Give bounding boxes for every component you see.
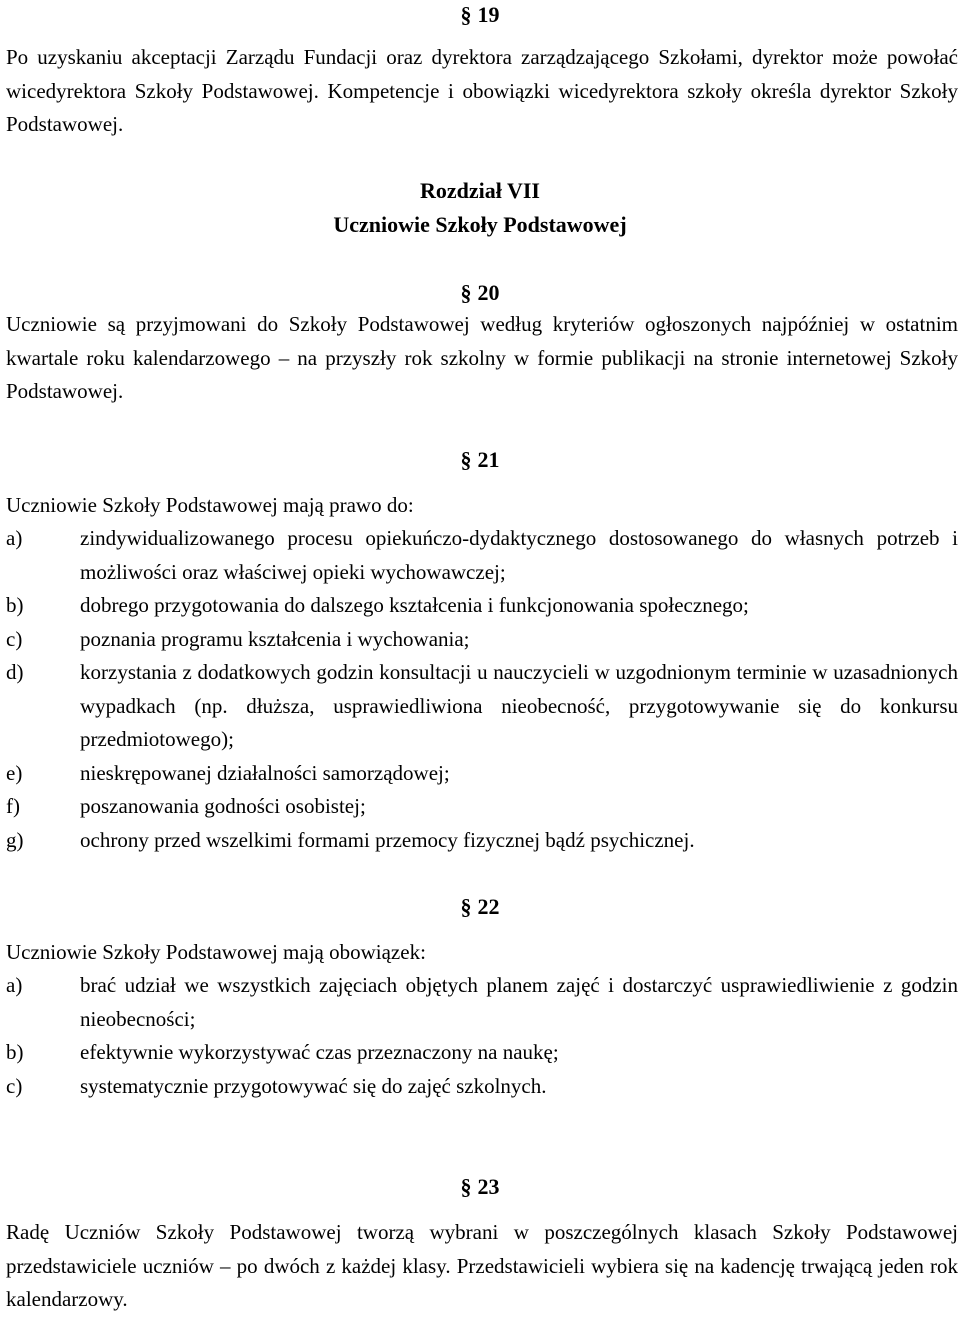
list-item-text: dobrego przygotowania do dalszego kształcenia i funkcjonowania społecznego; — [80, 593, 749, 617]
section-22-list — [6, 969, 958, 1103]
section-number: 23 — [477, 1174, 500, 1199]
list-item — [6, 623, 958, 657]
list-item — [6, 969, 958, 1036]
section-19-text: Po uzyskaniu akceptacji Zarządu Fundacji oraz dyrektora zarządzającego Szkołami, dyrektor może powołać wicedyrektora Szkoły Podstawowej. Kompetencje i obowiązki wicedyrektora szkoły określa dyrektor Szkoły Podstawowej. — [6, 45, 958, 136]
list-marker: b) — [6, 593, 24, 617]
section-23-text: Radę Uczniów Szkoły Podstawowej tworzą wybrani w poszczególnych klasach Szkoły Podstawowej przedstawiciele uczniów – po dwóch z każdej klasy. Przedstawicieli wybiera się na kadencję trwającą jeden rok kalendarzowy. — [6, 1220, 958, 1311]
section-heading-19 — [0, 0, 960, 30]
list-item-text: zindywidualizowanego procesu opiekuńczo-dydaktycznego dostosowanego do własnych potrzeb i możliwości oraz właściwej opieki wychowawczej; — [80, 526, 958, 584]
list-item-text: efektywnie wykorzystywać czas przeznaczony na naukę; — [80, 1040, 559, 1064]
list-marker: e) — [6, 760, 23, 785]
list-item-text: poznania programu kształcenia i wychowania; — [80, 626, 470, 651]
list-marker: g) — [6, 827, 24, 852]
list-marker: b) — [6, 1040, 24, 1064]
list-item-text: korzystania z dodatkowych godzin konsultacji u nauczycieli w uzgodnionym terminie w uzasadnionych wypadkach (np. dłuższa, usprawiedliwiona nieobecność, przygotowywanie się do konkursu przedmiotowego); — [80, 660, 958, 751]
section-number: 22 — [477, 894, 500, 919]
list-marker: d) — [6, 660, 24, 684]
section-21-list — [6, 522, 958, 857]
list-marker: a) — [6, 973, 23, 997]
section-number: 21 — [477, 447, 500, 472]
list-item — [6, 1036, 958, 1070]
section-20-text: Uczniowie są przyjmowani do Szkoły Podstawowej według kryteriów ogłoszonych najpóźniej w ostatnim kwartale roku kalendarzowego – na przyszły rok szkolny w formie publikacji na stronie internetowej Szkoły Podstawowej. — [6, 312, 958, 403]
section-heading-20 — [0, 278, 960, 308]
section-22-intro: Uczniowie Szkoły Podstawowej mają obowiązek: — [6, 940, 426, 964]
section-number: 19 — [477, 2, 500, 27]
section-symbol: § — [460, 894, 472, 919]
section-heading-23 — [0, 1172, 960, 1202]
list-item-text: ochrony przed wszelkimi formami przemocy fizycznej bądź psychicznej. — [80, 827, 695, 852]
list-item — [6, 757, 958, 791]
section-heading-22 — [0, 892, 960, 922]
list-marker: c) — [6, 626, 23, 651]
list-marker: c) — [6, 1073, 23, 1098]
section-symbol: § — [460, 2, 472, 27]
chapter-number: Rozdział VII — [420, 178, 540, 203]
list-item — [6, 656, 958, 757]
list-item — [6, 589, 958, 623]
list-item-text: systematycznie przygotowywać się do zajęć szkolnych. — [80, 1073, 547, 1098]
section-symbol: § — [460, 1174, 472, 1199]
list-marker: a) — [6, 526, 23, 550]
chapter-title: Uczniowie Szkoły Podstawowej — [333, 212, 627, 237]
section-symbol: § — [460, 447, 472, 472]
list-item — [6, 824, 958, 858]
list-marker: f) — [6, 794, 20, 818]
section-symbol: § — [460, 280, 472, 305]
list-item — [6, 790, 958, 824]
list-item-text: poszanowania godności osobistej; — [80, 794, 366, 818]
list-item-text: nieskrępowanej działalności samorządowej; — [80, 760, 450, 785]
list-item — [6, 1070, 958, 1104]
section-number: 20 — [477, 280, 500, 305]
list-item — [6, 522, 958, 589]
section-21-intro: Uczniowie Szkoły Podstawowej mają prawo do: — [6, 493, 414, 517]
list-item-text: brać udział we wszystkich zajęciach objętych planem zajęć i dostarczyć usprawiedliwienie z godzin nieobecności; — [80, 973, 958, 1031]
section-heading-21 — [0, 445, 960, 475]
